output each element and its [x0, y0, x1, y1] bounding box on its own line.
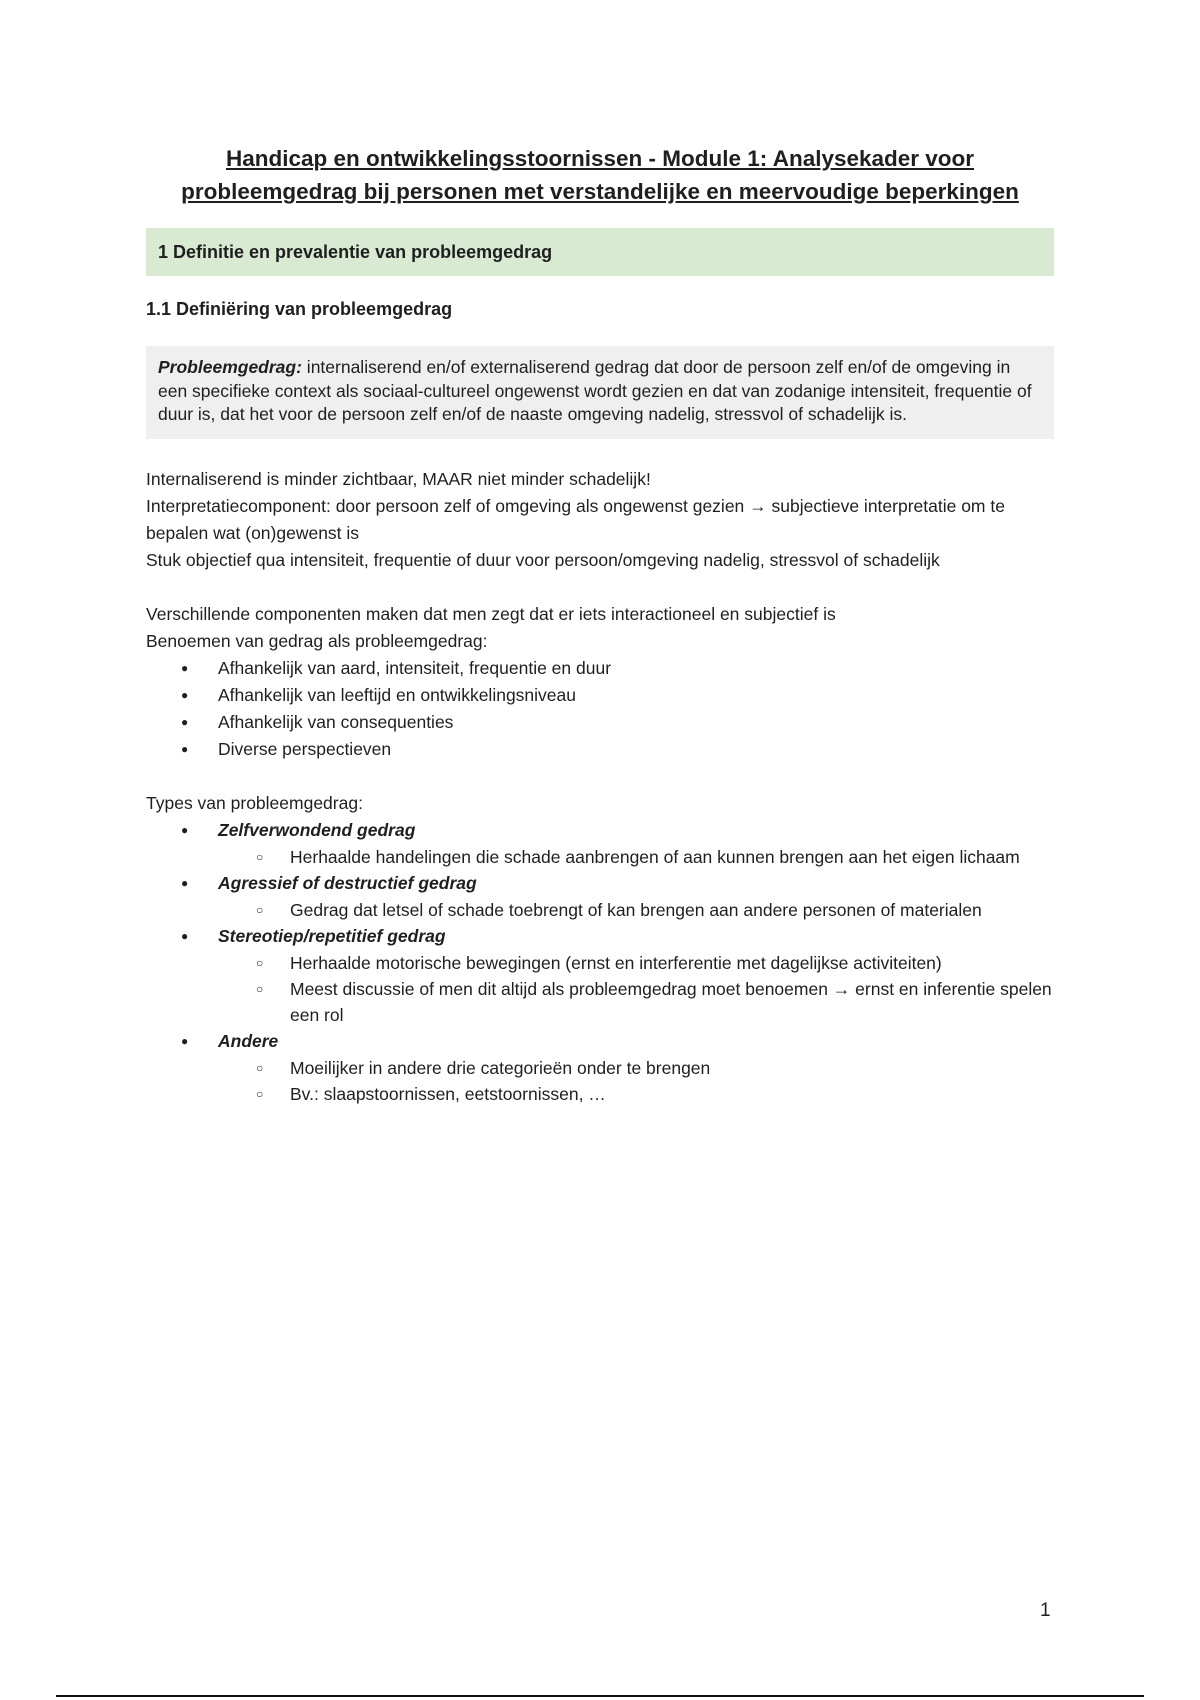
- type-item: [146, 923, 1054, 1028]
- subsection-heading-1-1: 1.1 Definiëring van probleemgedrag: [146, 299, 453, 319]
- type-label: Zelfverwondend gedrag: [218, 819, 416, 840]
- title-line-2: probleemgedrag bij personen met verstandelijke en meervoudige beperkingen: [181, 179, 1019, 204]
- document-title: [146, 142, 1054, 208]
- type-label: Stereotiep/repetitief gedrag: [218, 925, 446, 946]
- title-line-1: Handicap en ontwikkelingsstoornissen - Module 1: Analysekader voor: [225, 146, 975, 171]
- note-paragraph: Internaliserend is minder zichtbaar, MAAR niet minder schadelijk!: [146, 468, 651, 489]
- type-item: [146, 870, 1054, 923]
- type-sublist: [218, 897, 1054, 923]
- sub-item: ○ Meest discussie of men dit altijd als probleemgedrag moet benoemen → ernst en inferentie spelen een rol: [218, 976, 1054, 1028]
- types-list: [146, 817, 1054, 1107]
- type-item: [146, 817, 1054, 870]
- definition-box: [146, 346, 1054, 439]
- sub-item: ○ Herhaalde motorische bewegingen (ernst en interferentie met dagelijkse activiteiten): [218, 950, 1054, 976]
- type-sublist: [218, 1055, 1054, 1107]
- note-paragraph: Stuk objectief qua intensiteit, frequentie of duur voor persoon/omgeving nadelig, stressvol of schadelijk: [146, 549, 940, 570]
- types-intro: Types van probleemgedrag:: [146, 792, 363, 813]
- list-item: ● Afhankelijk van leeftijd en ontwikkelingsniveau: [146, 682, 1054, 709]
- list-item: ● Afhankelijk van aard, intensiteit, frequentie en duur: [146, 655, 1054, 682]
- type-sublist: [218, 844, 1054, 870]
- note-paragraph: Interpretatiecomponent: door persoon zelf of omgeving als ongewenst gezien → subjectieve interpretatie om te bepalen wat (on)gewenst is: [146, 495, 1005, 543]
- sub-item: ○ Herhaalde handelingen die schade aanbrengen of aan kunnen brengen aan het eigen lichaam: [218, 844, 1054, 870]
- section-heading-1: 1 Definitie en prevalentie van probleemgedrag: [146, 228, 1054, 276]
- components-list: [146, 655, 1054, 763]
- sub-item: ○ Moeilijker in andere drie categorieën onder te brengen: [218, 1055, 1054, 1081]
- page-divider: [56, 1695, 1144, 1697]
- type-sublist: [218, 950, 1054, 1028]
- definition-text: internaliserend en/of externaliserend gedrag dat door de persoon zelf en/of de omgeving in een specifieke context als sociaal-cultureel ongewenst wordt gezien en dat van zodanige intensiteit, frequentie of duur is, dat het voor de persoon zelf en/of de naaste omgeving nadelig, stressvol of schadelijk is.: [158, 357, 1032, 424]
- list-item: ● Diverse perspectieven: [146, 736, 1054, 763]
- components-intro: Verschillende componenten maken dat men zegt dat er iets interactioneel en subjectief is: [146, 603, 836, 624]
- type-label: Agressief of destructief gedrag: [218, 872, 477, 893]
- type-item: [146, 1028, 1054, 1107]
- document-page: [146, 142, 1054, 1107]
- page-number: 1: [1040, 1600, 1051, 1621]
- type-label: Andere: [218, 1030, 279, 1051]
- list-item: ● Afhankelijk van consequenties: [146, 709, 1054, 736]
- sub-item: ○ Gedrag dat letsel of schade toebrengt of kan brengen aan andere personen of materialen: [218, 897, 1054, 923]
- components-intro-2: Benoemen van gedrag als probleemgedrag:: [146, 630, 488, 651]
- sub-item: ○ Bv.: slaapstoornissen, eetstoornissen, …: [218, 1081, 1054, 1107]
- definition-term: Probleemgedrag:: [158, 357, 302, 377]
